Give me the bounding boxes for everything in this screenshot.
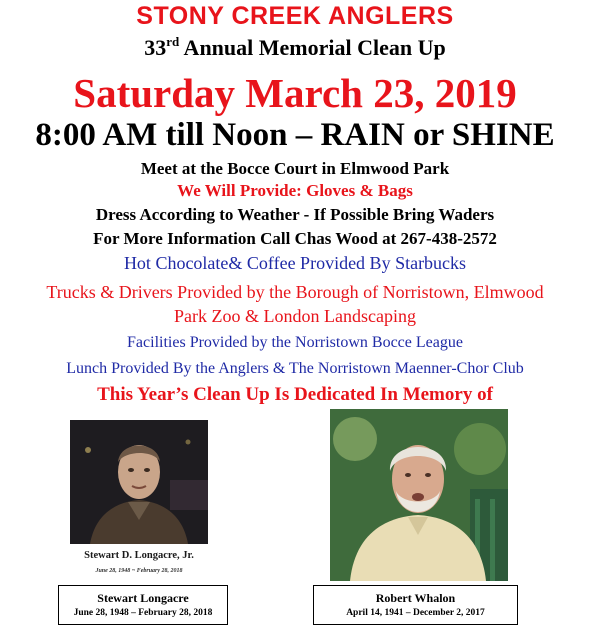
dedication-heading: This Year’s Clean Up Is Dedicated In Memory of [97, 384, 493, 405]
memorial-dates: June 28, 1948 – February 28, 2018 [73, 608, 213, 618]
event-ordinal-suffix: rd [166, 34, 180, 49]
photo-plate-dates: June 28, 1948 ~ February 28, 2018 [95, 568, 183, 574]
sponsor-trucks-line1: Trucks & Drivers Provided by the Borough of Norristown, Elmwood [46, 282, 544, 302]
memorial-photo-longacre [70, 420, 208, 582]
memorial-caption-whalon [313, 585, 518, 625]
contact-info: For More Information Call Chas Wood at 267-438-2572 [93, 229, 497, 248]
memorial-name: Stewart Longacre [97, 591, 189, 605]
event-title [0, 34, 590, 61]
sponsor-trucks-line2: Park Zoo & London Landscaping [174, 306, 416, 326]
memorial-dates: April 14, 1941 – December 2, 2017 [346, 608, 485, 618]
memorial-photo-whalon [330, 409, 508, 581]
memorial-caption-longacre [58, 585, 228, 625]
event-time: 8:00 AM till Noon – RAIN or SHINE [35, 117, 555, 153]
portrait-man-garden [330, 409, 508, 581]
event-title-rest: Annual Memorial Clean Up [179, 35, 446, 60]
event-ordinal-number: 33 [144, 35, 167, 60]
provided-items: We Will Provide: Gloves & Bags [177, 181, 413, 200]
organization-title: STONY CREEK ANGLERS [136, 2, 454, 30]
memorial-name: Robert Whalon [375, 591, 456, 605]
sponsor-facilities: Facilities Provided by the Norristown Bocce League [127, 334, 463, 351]
dress-advice: Dress According to Weather - If Possible Bring Waders [95, 205, 495, 224]
event-date: Saturday March 23, 2019 [73, 70, 517, 116]
sponsor-starbucks: Hot Chocolate& Coffee Provided By Starbucks [123, 253, 467, 273]
meeting-location: Meet at the Bocce Court in Elmwood Park [140, 159, 450, 178]
photo-plate-name: Stewart D. Longacre, Jr. [84, 550, 194, 561]
portrait-man-jacket [70, 420, 208, 544]
sponsor-lunch: Lunch Provided By the Anglers & The Norristown Maenner-Chor Club [66, 360, 524, 377]
